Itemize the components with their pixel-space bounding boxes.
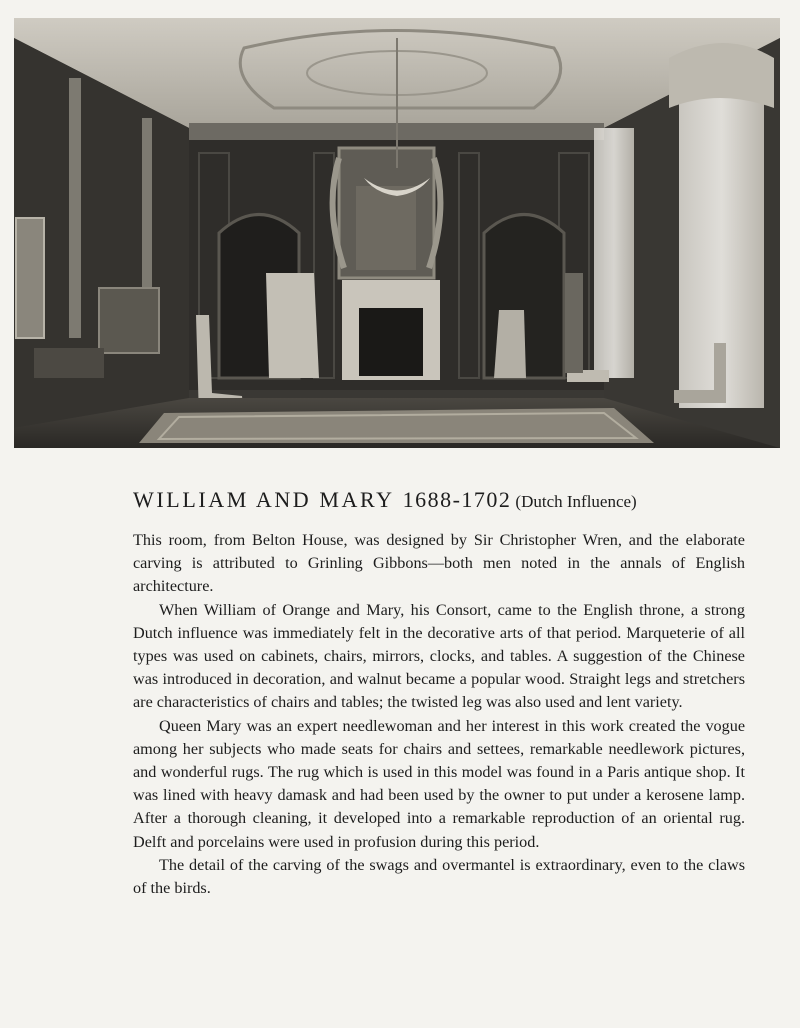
description-text (133, 529, 745, 900)
caption-block (133, 478, 745, 900)
period-title: WILLIAM AND MARY (133, 487, 395, 512)
period-dates: 1688-1702 (402, 487, 512, 512)
room-photograph (14, 18, 780, 448)
paragraph-1: This room, from Belton House, was designed by Sir Christopher Wren, and the elaborate carving is attributed to Grinling Gibbons—both men noted in the annals of English architecture. (133, 531, 745, 596)
period-heading (133, 478, 745, 515)
paragraph-4: The detail of the carving of the swags and overmantel is extraordinary, even to the claws of the birds. (133, 855, 745, 898)
paragraph-2: When William of Orange and Mary, his Consort, came to the English throne, a strong Dutch influence was immediately felt in the decorative arts of that period. Marqueterie of all types was used on cabinets, chairs, mirrors, clocks, and tables. A suggestion of the Chinese was introduced in decoration, and walnut became a popular wood. Straight legs and stretchers are characteristics of chairs and tables; the twisted leg was also used and lent variety. (133, 600, 745, 712)
paragraph-3: Queen Mary was an expert needlewoman and her interest in this work created the vogue among her subjects who made seats for chairs and settees, remarkable needlework pictures, and wonderful rugs. The rug which is used in this model was found in a Paris antique shop. It was lined with heavy damask and had been used by the owner to put under a kerosene lamp. After a thorough cleaning, it developed into a remarkable reproduction of an oriental rug. Delft and porcelains were used in profusion during this period. (133, 716, 745, 851)
period-influence: (Dutch Influence) (515, 492, 637, 511)
period-room-illustration (14, 18, 780, 448)
